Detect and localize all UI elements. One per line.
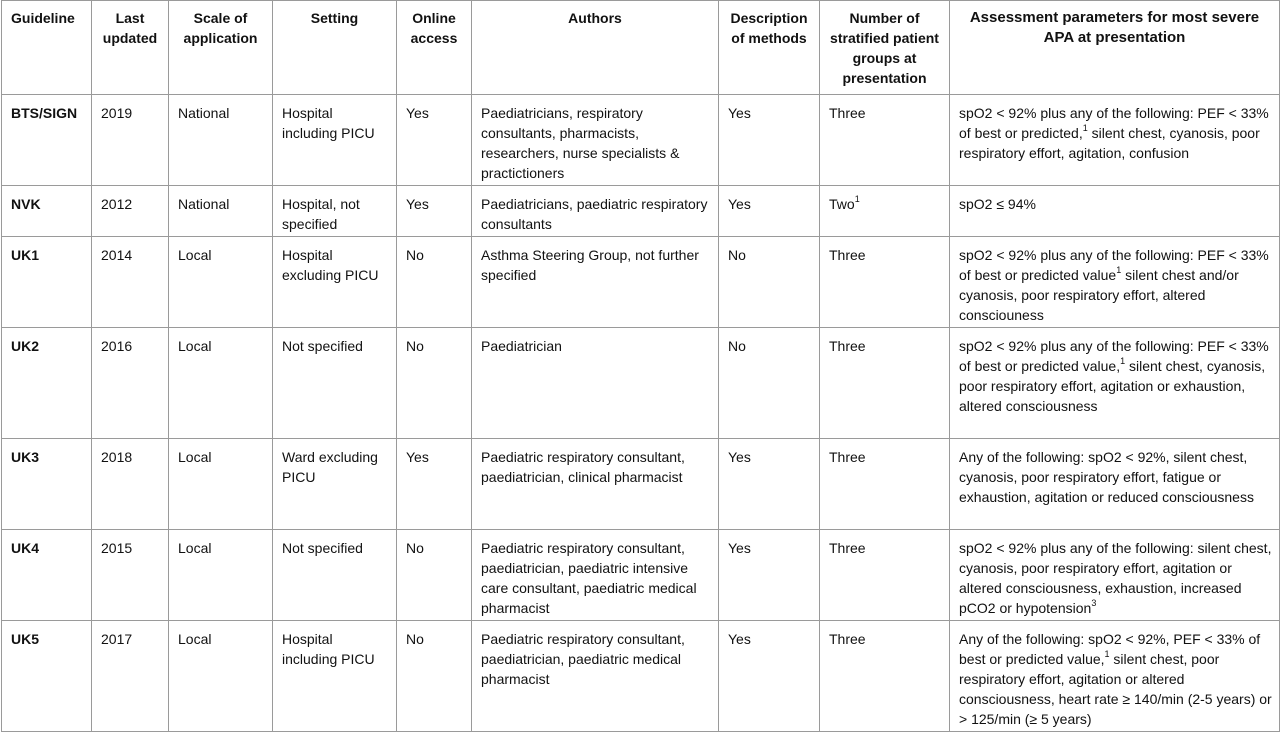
cell-assessment — [950, 95, 1280, 186]
cell-setting: Not specified — [273, 328, 397, 439]
cell-methods: Yes — [719, 530, 820, 621]
cell-methods: Yes — [719, 186, 820, 237]
cell-groups — [820, 186, 950, 237]
cell-groups — [820, 328, 950, 439]
cell-online: No — [397, 328, 472, 439]
cell-last-updated: 2019 — [92, 95, 169, 186]
assessment-text-cont: silent chest, poor respiratory effort, agitation or altered consciousness, heart rate ≥ 140/min (2-5 years) or > 125/min (≥ 5 years) — [959, 651, 1272, 727]
cell-groups — [820, 530, 950, 621]
groups-text: Three — [829, 540, 866, 556]
cell-groups — [820, 439, 950, 530]
header-authors: Authors — [472, 1, 719, 95]
cell-guideline: UK2 — [2, 328, 92, 439]
cell-authors: Paediatricians, paediatric respiratory consultants — [472, 186, 719, 237]
cell-scale: National — [169, 95, 273, 186]
cell-groups — [820, 621, 950, 732]
cell-last-updated: 2014 — [92, 237, 169, 328]
assessment-text: spO2 < 92% plus any of the following: PEF < 33% of best or predicted value, — [959, 338, 1269, 374]
cell-assessment — [950, 186, 1280, 237]
cell-last-updated: 2012 — [92, 186, 169, 237]
cell-setting: Not specified — [273, 530, 397, 621]
cell-setting: Hospital including PICU — [273, 95, 397, 186]
cell-setting: Hospital, not specified — [273, 186, 397, 237]
cell-online: No — [397, 530, 472, 621]
cell-online: Yes — [397, 439, 472, 530]
table-row — [2, 186, 1280, 237]
footnote-marker: 1 — [1082, 123, 1088, 133]
groups-text: Three — [829, 105, 866, 121]
cell-assessment — [950, 621, 1280, 732]
table-row — [2, 439, 1280, 530]
cell-last-updated: 2018 — [92, 439, 169, 530]
cell-methods: No — [719, 328, 820, 439]
cell-online: No — [397, 237, 472, 328]
header-setting: Setting — [273, 1, 397, 95]
footnote-marker: 1 — [1116, 265, 1122, 275]
cell-authors: Paediatric respiratory consultant, paediatrician, paediatric medical pharmacist — [472, 621, 719, 732]
cell-groups — [820, 95, 950, 186]
table-row — [2, 530, 1280, 621]
cell-online: Yes — [397, 186, 472, 237]
cell-setting: Hospital excluding PICU — [273, 237, 397, 328]
assessment-text: spO2 < 92% plus any of the following: silent chest, cyanosis, poor respiratory effort, agitation or altered consciousness, exhaustion, increased pCO2 or hypotension — [959, 540, 1272, 616]
cell-methods: Yes — [719, 95, 820, 186]
assessment-text-cont: silent chest and/or cyanosis, poor respiratory effort, altered consciouness — [959, 267, 1239, 323]
groups-text: Three — [829, 631, 866, 647]
cell-scale: Local — [169, 621, 273, 732]
groups-text: Three — [829, 338, 866, 354]
groups-text: Two — [829, 196, 855, 212]
header-scale: Scale of application — [169, 1, 273, 95]
cell-guideline: UK3 — [2, 439, 92, 530]
cell-last-updated: 2017 — [92, 621, 169, 732]
footnote-marker: 1 — [1104, 649, 1110, 659]
header-groups: Number of stratified patient groups at presentation — [820, 1, 950, 95]
cell-setting: Ward excluding PICU — [273, 439, 397, 530]
footnote-marker: 1 — [1120, 356, 1126, 366]
header-guideline: Guideline — [2, 1, 92, 95]
cell-guideline: NVK — [2, 186, 92, 237]
cell-authors: Paediatric respiratory consultant, paediatrician, paediatric intensive care consultant, paediatric medical pharmacist — [472, 530, 719, 621]
header-online: Online access — [397, 1, 472, 95]
cell-guideline: UK1 — [2, 237, 92, 328]
cell-methods: No — [719, 237, 820, 328]
table-row — [2, 237, 1280, 328]
cell-assessment — [950, 530, 1280, 621]
cell-scale: Local — [169, 439, 273, 530]
cell-authors: Asthma Steering Group, not further specified — [472, 237, 719, 328]
cell-authors: Paediatrician — [472, 328, 719, 439]
header-row — [2, 1, 1280, 95]
cell-assessment — [950, 328, 1280, 439]
cell-authors: Paediatricians, respiratory consultants, pharmacists, researchers, nurse specialists & practictioners — [472, 95, 719, 186]
cell-online: Yes — [397, 95, 472, 186]
footnote-marker: 3 — [1091, 598, 1097, 608]
cell-methods: Yes — [719, 621, 820, 732]
header-methods: Description of methods — [719, 1, 820, 95]
footnote-marker: 1 — [854, 194, 860, 204]
cell-last-updated: 2015 — [92, 530, 169, 621]
cell-online: No — [397, 621, 472, 732]
cell-assessment — [950, 439, 1280, 530]
table-row — [2, 328, 1280, 439]
assessment-text: spO2 < 92% plus any of the following: PEF < 33% of best or predicted, — [959, 105, 1269, 141]
cell-guideline: BTS/SIGN — [2, 95, 92, 186]
cell-scale: Local — [169, 328, 273, 439]
cell-scale: Local — [169, 530, 273, 621]
cell-scale: Local — [169, 237, 273, 328]
cell-methods: Yes — [719, 439, 820, 530]
table-row — [2, 621, 1280, 732]
table-row — [2, 95, 1280, 186]
cell-last-updated: 2016 — [92, 328, 169, 439]
groups-text: Three — [829, 449, 866, 465]
assessment-text: spO2 ≤ 94% — [959, 196, 1036, 212]
cell-authors: Paediatric respiratory consultant, paediatrician, clinical pharmacist — [472, 439, 719, 530]
assessment-text: spO2 < 92% plus any of the following: PEF < 33% of best or predicted value — [959, 247, 1269, 283]
assessment-text-cont: silent chest, cyanosis, poor respiratory effort, agitation, confusion — [959, 125, 1260, 161]
guideline-comparison-table — [1, 0, 1280, 732]
cell-groups — [820, 237, 950, 328]
assessment-text: Any of the following: spO2 < 92%, PEF < 33% of best or predicted value, — [959, 631, 1261, 667]
assessment-text: Any of the following: spO2 < 92%, silent chest, cyanosis, poor respiratory effort, fatigue or exhaustion, agitation or reduced consciousness — [959, 449, 1254, 505]
cell-assessment — [950, 237, 1280, 328]
cell-guideline: UK4 — [2, 530, 92, 621]
cell-guideline: UK5 — [2, 621, 92, 732]
groups-text: Three — [829, 247, 866, 263]
cell-scale: National — [169, 186, 273, 237]
cell-setting: Hospital including PICU — [273, 621, 397, 732]
header-assessment: Assessment parameters for most severe APA at presentation — [950, 1, 1280, 95]
header-last-updated: Last updated — [92, 1, 169, 95]
assessment-text-cont: silent chest, cyanosis, poor respiratory effort, agitation or exhaustion, altered consciousness — [959, 358, 1266, 414]
